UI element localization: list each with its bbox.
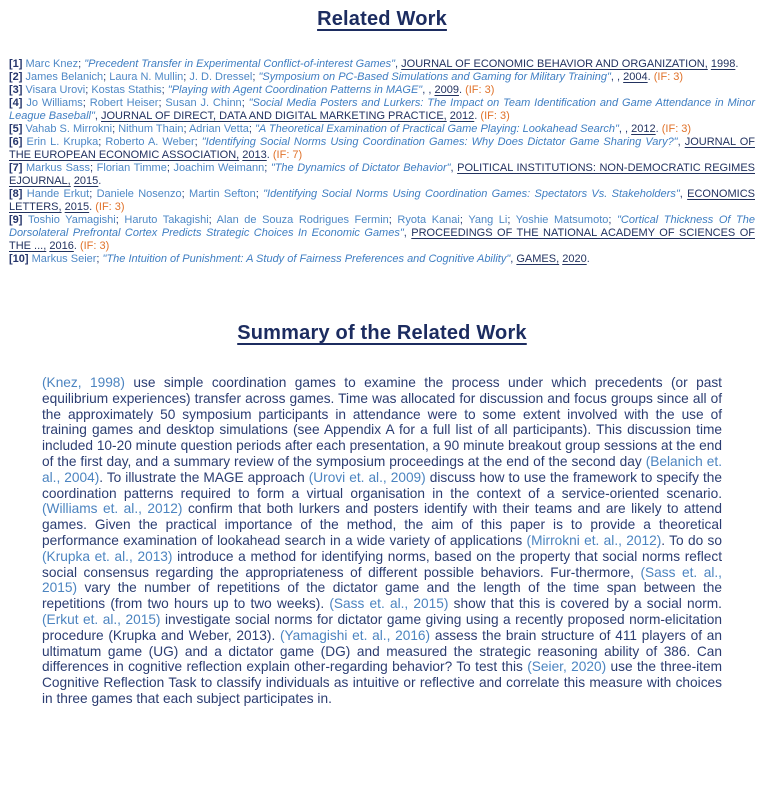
author-link[interactable]: James Belanich <box>25 71 104 83</box>
author-link[interactable]: Jo Williams <box>26 97 83 109</box>
year-link[interactable]: 2016 <box>49 240 74 252</box>
author-link[interactable]: Nithum Thain <box>118 123 184 135</box>
summary-text: introduce a method for identifying norms, based on the property that social norms reflect social consensus regarding the appropriateness of different possible behaviors. Fur-thermore, <box>42 548 722 580</box>
separator: . <box>586 253 590 265</box>
author-link[interactable]: Erin L. Krupka <box>26 136 99 148</box>
separator: , <box>510 253 517 265</box>
author-separator: ; <box>96 253 103 265</box>
separator: , <box>422 84 429 96</box>
author-link[interactable]: J. D. Dressel <box>189 71 253 83</box>
impact-factor-badge: (IF: 3) <box>477 110 510 122</box>
reference-item <box>9 253 755 266</box>
author-link[interactable]: Adrian Vetta <box>188 123 249 135</box>
reference-item <box>9 58 755 71</box>
author-separator: ; <box>241 97 249 109</box>
impact-factor-badge: (IF: 3) <box>92 201 125 213</box>
reference-item <box>9 71 755 84</box>
summary-heading: Summary of the Related Work <box>237 322 527 344</box>
separator: . <box>655 123 659 135</box>
separator: , <box>395 58 402 70</box>
reference-item <box>9 162 755 188</box>
references-list <box>9 58 755 266</box>
author-link[interactable]: Florian Timme <box>96 162 167 174</box>
reference-number: [1] <box>9 58 26 70</box>
summary-section <box>42 375 722 707</box>
impact-factor-badge: (IF: 3) <box>650 71 684 83</box>
author-separator: ; <box>166 162 174 174</box>
summary-text: . To illustrate the MAGE approach <box>99 469 309 485</box>
author-link[interactable]: Roberto A. Weber <box>105 136 195 148</box>
journal-link[interactable]: POLITICAL INSTITUTIONS: NON-DEMOCRATIC REGIMES EJOURNAL, <box>9 162 755 187</box>
author-separator: ; <box>82 97 90 109</box>
summary-text: assess the brain structure of 411 players of an ultimatum game (UG) and a dictator game (DG) and measured the strategic reasoning ability of 386. Can differences in cognitive reflection explain other-regarding behavior? To test this <box>42 627 722 675</box>
citation-link[interactable]: (Williams et. al., 2012) <box>42 501 183 517</box>
author-link[interactable]: Ryota Kanai <box>397 214 460 226</box>
author-separator: ; <box>89 188 97 200</box>
author-separator: ; <box>90 162 97 174</box>
separator: , <box>618 123 626 135</box>
author-separator: ; <box>112 123 119 135</box>
separator: , <box>617 71 624 83</box>
author-separator: ; <box>85 84 92 96</box>
author-separator: ; <box>194 136 202 148</box>
year-link[interactable]: 2015 <box>73 175 99 187</box>
summary-text: use the three-item Cognitive Reflection Task to classify individuals as intuitive or reflective and correlate this measure with choices in three games that each subject participates in. <box>42 659 722 706</box>
author-separator: ; <box>248 123 256 135</box>
reference-number: [3] <box>9 84 26 96</box>
citation-link[interactable]: (Belanich et. al., 2004) <box>42 453 722 485</box>
summary-text: show that this is covered by a social norm. <box>448 596 722 612</box>
reference-item <box>9 84 755 97</box>
summary-text: confirm that both lurkers and posters identify with their teams and are likely to attend games. Given the practical importance of the method, the aim of this paper is to provide a theoretical performance examination of lookahead search in a wide variety of applications <box>42 501 722 548</box>
year-link[interactable]: 2015 <box>64 201 90 213</box>
separator: , <box>94 110 101 122</box>
author-separator: ; <box>78 58 85 70</box>
reference-number: [7] <box>9 162 26 174</box>
reference-number: [10] <box>9 253 32 265</box>
author-link[interactable]: Hande Erkut <box>26 188 90 200</box>
paper-title-link[interactable]: "Identifying Social Norms Using Coordination Games: Spectators Vs. Stakeholders" <box>263 188 680 200</box>
author-separator: ; <box>208 214 217 226</box>
separator: . <box>458 84 463 96</box>
reference-item <box>9 97 755 123</box>
author-separator: ; <box>183 71 190 83</box>
separator: . <box>98 175 102 187</box>
author-link[interactable]: Haruto Takagishi <box>124 214 209 226</box>
author-separator: ; <box>608 214 618 226</box>
author-separator: ; <box>98 136 106 148</box>
year-link[interactable]: 2004 <box>623 71 648 83</box>
paper-title-link[interactable]: "Symposium on PC-Based Simulations and Gaming for Military Training" <box>258 71 611 83</box>
reference-item <box>9 188 755 214</box>
author-separator: ; <box>103 71 110 83</box>
citation-link[interactable]: (Urovi et. al., 2009) <box>308 469 426 485</box>
citation-link[interactable]: (Sass et. al., 2015) <box>42 564 722 596</box>
reference-number: [5] <box>9 123 26 135</box>
author-separator: ; <box>183 123 189 135</box>
paper-title-link[interactable]: "Identifying Social Norms Using Coordination Games: Why Does Dictator Game Sharing Vary?" <box>201 136 678 148</box>
author-separator: ; <box>161 84 168 96</box>
year-link[interactable]: 1998 <box>710 58 736 70</box>
separator: , <box>450 162 458 174</box>
summary-text: vary the number of repetitions of the dictator game and the length of the time span between the repetitions (from two hours up to two weeks). <box>42 580 722 612</box>
citation-link[interactable]: (Sass et. al., 2015) <box>329 596 449 612</box>
author-link[interactable]: Toshio Yamagishi <box>28 214 116 226</box>
author-separator: ; <box>255 188 264 200</box>
author-link[interactable]: Martin Sefton <box>189 188 256 200</box>
separator: . <box>73 240 77 252</box>
impact-factor-badge: (IF: 3) <box>76 240 110 252</box>
paper-title-link[interactable]: "The Dynamics of Dictator Behavior" <box>270 162 451 174</box>
journal-link[interactable]: JOURNAL OF THE EUROPEAN ECONOMIC ASSOCIATION, <box>9 136 755 161</box>
summary-text: investigate social norms for dictator game giving using a recently proposed norm-elicitation procedure (Krupka and Weber, 2013). <box>42 611 722 643</box>
impact-factor-badge: (IF: 3) <box>658 123 692 135</box>
separator: . <box>89 201 93 213</box>
author-link[interactable]: Markus Sass <box>25 162 91 174</box>
author-link[interactable]: Marc Knez <box>25 58 79 70</box>
author-separator: ; <box>264 162 271 174</box>
summary-text: use simple coordination games to examine the process under which precedents (or past equilibrium experiences) transfer across games. Time was allocated for discussion and focus groups since all of the approximately 50 symposium participants in attendance were to some extent involved with the use of training games and desktop simulations (see Appendix A for a full list of all participants). This discussion time included 10-20 minute question periods after each presentation, a 90 minute breakout group sessions at the end of the first day, and a summary review of the symposium proceedings at the end of the second day <box>42 375 722 469</box>
paper-title-link[interactable]: "The Intuition of Punishment: A Study of Fairness Preferences and Cognitive Ability" <box>102 253 511 265</box>
reference-number: [6] <box>9 136 27 148</box>
citation-link[interactable]: (Yamagishi et. al., 2016) <box>279 627 431 643</box>
reference-number: [9] <box>9 214 29 226</box>
journal-link[interactable]: JOURNAL OF ECONOMIC BEHAVIOR AND ORGANIZATION, <box>401 58 708 70</box>
paper-title-link[interactable]: "Social Media Posters and Lurkers: The Impact on Team Identification and Game Attendance in Minor League Baseball" <box>9 97 755 122</box>
journal-link[interactable]: GAMES, <box>516 253 560 265</box>
citation-link[interactable]: (Mirrokni et. al., 2012) <box>526 532 662 548</box>
impact-factor-badge: (IF: 3) <box>462 84 495 96</box>
citation-link[interactable]: (Seier, 2020) <box>527 659 607 675</box>
paper-title-link[interactable]: "Cortical Thickness Of The Dorsolateral Prefrontal Cortex Predicts Strategic Choices In Economic Games" <box>9 214 756 239</box>
journal-link[interactable]: ECONOMICS LETTERS, <box>9 188 755 213</box>
journal-link[interactable]: PROCEEDINGS OF THE NATIONAL ACADEMY OF SCIENCES OF THE ..., <box>9 227 755 252</box>
author-link[interactable]: Markus Seier <box>31 253 97 265</box>
author-link[interactable]: Susan J. Chinn <box>165 97 242 109</box>
related-work-heading: Related Work <box>317 8 447 30</box>
reference-number: [2] <box>9 71 26 83</box>
separator: . <box>647 71 651 83</box>
year-link[interactable]: 2012 <box>631 123 656 135</box>
reference-number: [4] <box>9 97 27 109</box>
author-separator: ; <box>388 214 398 226</box>
year-link[interactable]: 2020 <box>562 253 587 265</box>
reference-number: [8] <box>9 188 27 200</box>
author-separator: ; <box>459 214 469 226</box>
author-link[interactable]: Vahab S. Mirrokni <box>25 123 113 135</box>
journal-link[interactable]: JOURNAL OF DIRECT, DATA AND DIGITAL MARKETING PRACTICE, <box>101 110 447 122</box>
author-link[interactable]: Alan de Souza Rodrigues Fermin <box>216 214 389 226</box>
separator: , <box>625 123 632 135</box>
separator: , <box>428 84 435 96</box>
author-link[interactable]: Yang Li <box>468 214 508 226</box>
separator: , <box>679 188 688 200</box>
paper-title-link[interactable]: "A Theoretical Examination of Practical Game Playing: Lookahead Search" <box>255 123 619 135</box>
author-link[interactable]: Visara Urovi <box>25 84 86 96</box>
author-link[interactable]: Joachim Weimann <box>173 162 265 174</box>
citation-link[interactable]: (Erkut et. al., 2015) <box>42 611 161 627</box>
citation-link[interactable]: (Krupka et. al., 2013) <box>42 548 173 564</box>
separator: . <box>474 110 478 122</box>
year-link[interactable]: 2009 <box>434 84 459 96</box>
author-separator: ; <box>158 97 166 109</box>
author-link[interactable]: Robert Heiser <box>89 97 159 109</box>
reference-item <box>9 214 755 253</box>
author-link[interactable]: Kostas Stathis <box>91 84 162 96</box>
citation-link[interactable]: (Knez, 1998) <box>42 375 125 390</box>
year-link[interactable]: 2012 <box>449 110 475 122</box>
impact-factor-badge: (IF: 7) <box>269 149 303 161</box>
author-separator: ; <box>115 214 125 226</box>
reference-item <box>9 123 755 136</box>
author-link[interactable]: Yoshie Matsumoto <box>515 214 609 226</box>
author-separator: ; <box>507 214 516 226</box>
summary-text: discuss how to use the framework to specify the coordination patterns required to form a virtual organisation in the context of a service-oriented scenario. <box>42 469 722 501</box>
author-link[interactable]: Daniele Nosenzo <box>96 188 182 200</box>
paper-title-link[interactable]: "Playing with Agent Coordination Patterns in MAGE" <box>167 84 423 96</box>
author-separator: ; <box>252 71 259 83</box>
separator: , <box>677 136 685 148</box>
separator: , <box>610 71 618 83</box>
summary-paragraph <box>42 375 722 707</box>
separator: . <box>266 149 270 161</box>
reference-item <box>9 136 755 162</box>
author-link[interactable]: Laura N. Mullin <box>109 71 184 83</box>
author-separator: ; <box>181 188 190 200</box>
separator: . <box>735 58 739 70</box>
separator: , <box>403 227 412 239</box>
paper-title-link[interactable]: "Precedent Transfer in Experimental Conflict-of-interest Games" <box>84 58 396 70</box>
summary-text: . To do so <box>661 532 723 548</box>
year-link[interactable]: 2013 <box>242 149 267 161</box>
